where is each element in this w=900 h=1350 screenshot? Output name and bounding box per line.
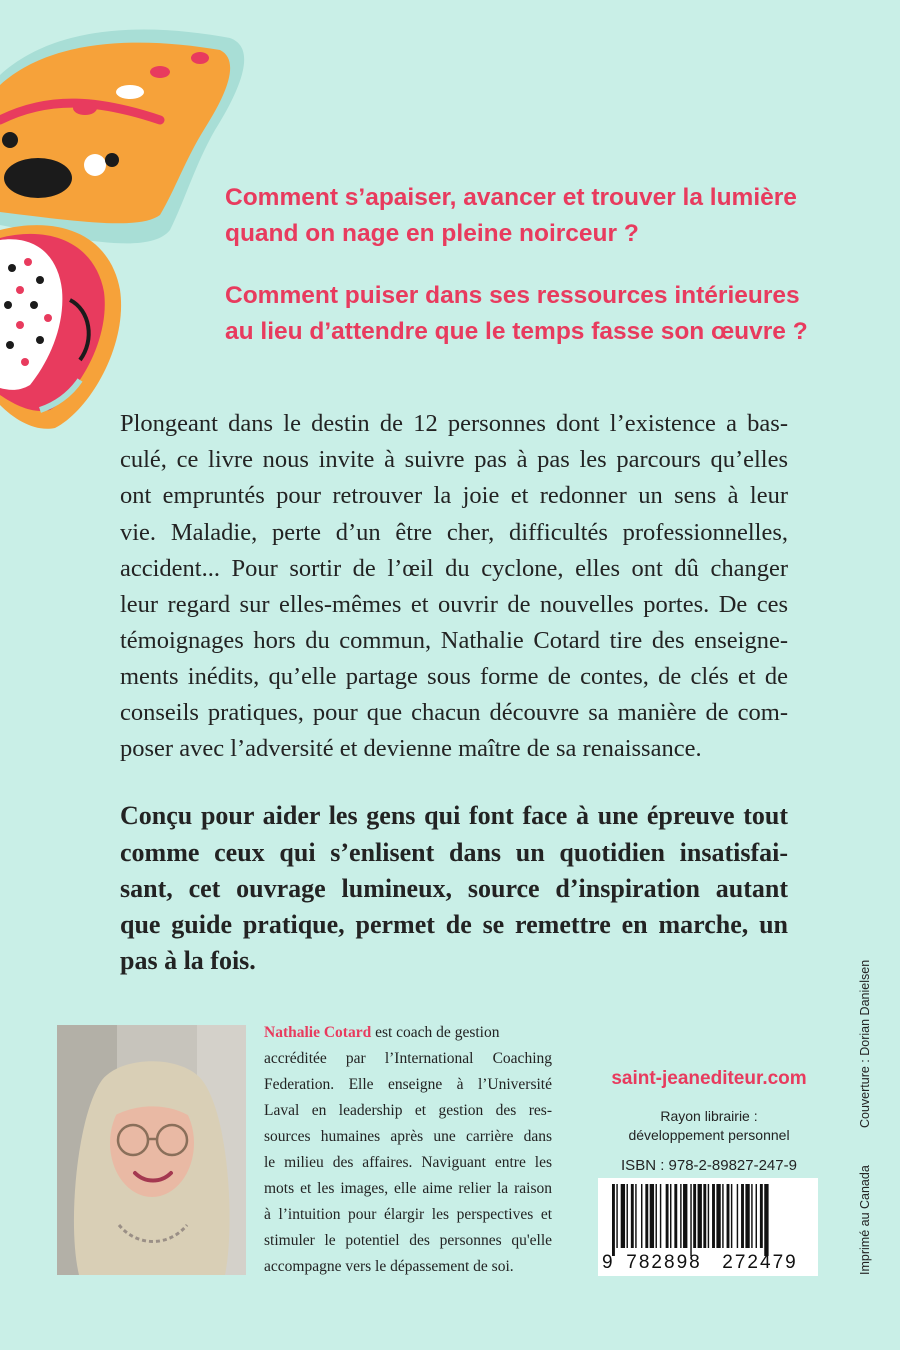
author-photo bbox=[57, 1025, 246, 1275]
author-bio-line: accréditée par l’International Coaching bbox=[264, 1050, 552, 1067]
barcode-bar bbox=[680, 1184, 681, 1248]
rayon-category: développement personnel bbox=[628, 1127, 790, 1143]
barcode-bar bbox=[660, 1184, 661, 1248]
barcode-bar bbox=[760, 1184, 763, 1248]
barcode-bar bbox=[641, 1184, 642, 1248]
barcode-bar bbox=[722, 1184, 723, 1248]
description-line: poser avec l’adversité et devienne maître de sa renaissance. bbox=[120, 735, 702, 762]
barcode-bar bbox=[712, 1184, 715, 1248]
author-bio-line: stimuler le potentiel des personnes qu'elle bbox=[264, 1232, 552, 1249]
author-name: Nathalie Cotard bbox=[264, 1024, 372, 1041]
barcode-bar bbox=[627, 1184, 628, 1248]
author-bio-line: Laval en leadership et gestion des res- bbox=[264, 1102, 552, 1119]
barcode-bar bbox=[731, 1184, 732, 1248]
barcode-bar bbox=[716, 1184, 720, 1248]
barcode-bar bbox=[670, 1184, 671, 1248]
description-line: ont empruntés pour retrouver la joie et redonner un sens à leur bbox=[120, 482, 788, 509]
author-bio-line bbox=[264, 1023, 552, 1043]
isbn-number: ISBN : 978-2-89827-247-9 bbox=[621, 1157, 797, 1174]
cover-credit: Couverture : Dorian Danielsen bbox=[858, 959, 872, 1128]
author-bio-line: Federation. Elle enseigne à l’Université bbox=[264, 1076, 552, 1093]
question-1-line-1: Comment s’apaiser, avancer et trouver la lumière bbox=[225, 184, 797, 211]
question-1-line-2: quand on nage en pleine noirceur ? bbox=[225, 220, 639, 247]
barcode-digit-first: 9 bbox=[602, 1252, 613, 1273]
barcode-bar bbox=[616, 1184, 617, 1248]
barcode-bar bbox=[737, 1184, 738, 1248]
summary-line: pas à la fois. bbox=[120, 946, 256, 975]
question-2-line-1: Comment puiser dans ses ressources intérieures bbox=[225, 282, 800, 309]
barcode-bar bbox=[703, 1184, 706, 1248]
summary-line: Conçu pour aider les gens qui font face à une épreuve tout bbox=[120, 801, 788, 830]
author-bio-line: le milieu des affaires. Naviguant entre les bbox=[264, 1154, 552, 1171]
question-2 bbox=[225, 278, 845, 350]
description-line: ments inédits, qu’elle partage sous forme de contes, de clés et de bbox=[120, 663, 788, 690]
printed-in-canada: Imprimé au Canada bbox=[858, 1165, 872, 1275]
isbn-barcode bbox=[598, 1178, 818, 1276]
summary-line: sant, cet ouvrage lumineux, source d’inspiration autant bbox=[120, 874, 788, 903]
barcode-bar bbox=[683, 1184, 687, 1248]
barcode-bar bbox=[727, 1184, 730, 1248]
description-line: vie. Maladie, perte d’un être cher, difficultés professionnelles, bbox=[120, 519, 788, 546]
barcode-bar bbox=[741, 1184, 744, 1248]
butterfly-wing-illustration bbox=[0, 0, 260, 440]
barcode-bar bbox=[631, 1184, 634, 1248]
barcode-bar bbox=[756, 1184, 757, 1248]
barcode-bar bbox=[708, 1184, 709, 1248]
author-bio-text: est coach de gestion bbox=[371, 1024, 500, 1041]
summary-line: comme ceux qui s’enlisent dans un quotidien insatisfai- bbox=[120, 838, 788, 867]
barcode-bar bbox=[745, 1184, 749, 1248]
description-line: témoignages hors du commun, Nathalie Cotard tire des enseigne- bbox=[120, 627, 788, 654]
barcode-bar bbox=[650, 1184, 654, 1248]
rayon-label: Rayon librairie : bbox=[660, 1108, 758, 1124]
barcode-bar bbox=[645, 1184, 648, 1248]
author-bio-line: mots et les images, elle aime relier la raison bbox=[264, 1180, 552, 1197]
barcode-bar bbox=[698, 1184, 702, 1248]
barcode-bar bbox=[621, 1184, 625, 1248]
barcode-bar bbox=[764, 1184, 768, 1256]
barcode-bar bbox=[656, 1184, 657, 1248]
publisher-website-link[interactable]: saint-jeanediteur.com bbox=[611, 1068, 807, 1089]
barcode-bar bbox=[635, 1184, 636, 1248]
question-1 bbox=[225, 180, 845, 252]
barcode-bar bbox=[693, 1184, 696, 1248]
summary-line: que guide pratique, permet de se remettre en marche, un bbox=[120, 910, 788, 939]
description-line: Plongeant dans le destin de 12 personnes dont l’existence a bas- bbox=[120, 410, 788, 437]
barcode-bar bbox=[674, 1184, 677, 1248]
barcode-bar bbox=[751, 1184, 752, 1248]
barcode-digit-group-2: 272479 bbox=[722, 1252, 798, 1273]
author-bio-line: à l’intuition pour élargir les perspectives et bbox=[264, 1206, 552, 1223]
description-line: culé, ce livre nous invite à suivre pas à pas les parcours qu’elles bbox=[120, 446, 788, 473]
description-line: accident... Pour sortir de l’œil du cyclone, elles ont dû changer bbox=[120, 555, 788, 582]
author-bio-line: sources humaines après une carrière dans bbox=[264, 1128, 552, 1145]
barcode-bar bbox=[612, 1184, 615, 1256]
description-line: leur regard sur elles-mêmes et ouvrir de nouvelles portes. De ces bbox=[120, 591, 788, 618]
barcode-digit-group-1: 782898 bbox=[626, 1252, 702, 1273]
description-line: conseils pratiques, pour que chacun découvre sa manière de com- bbox=[120, 699, 788, 726]
barcode-bar bbox=[690, 1184, 691, 1256]
question-2-line-2: au lieu d’attendre que le temps fasse son œuvre ? bbox=[225, 318, 808, 345]
author-bio-line: accompagne vers le dépassement de soi. bbox=[264, 1258, 514, 1275]
barcode-bar bbox=[666, 1184, 669, 1248]
